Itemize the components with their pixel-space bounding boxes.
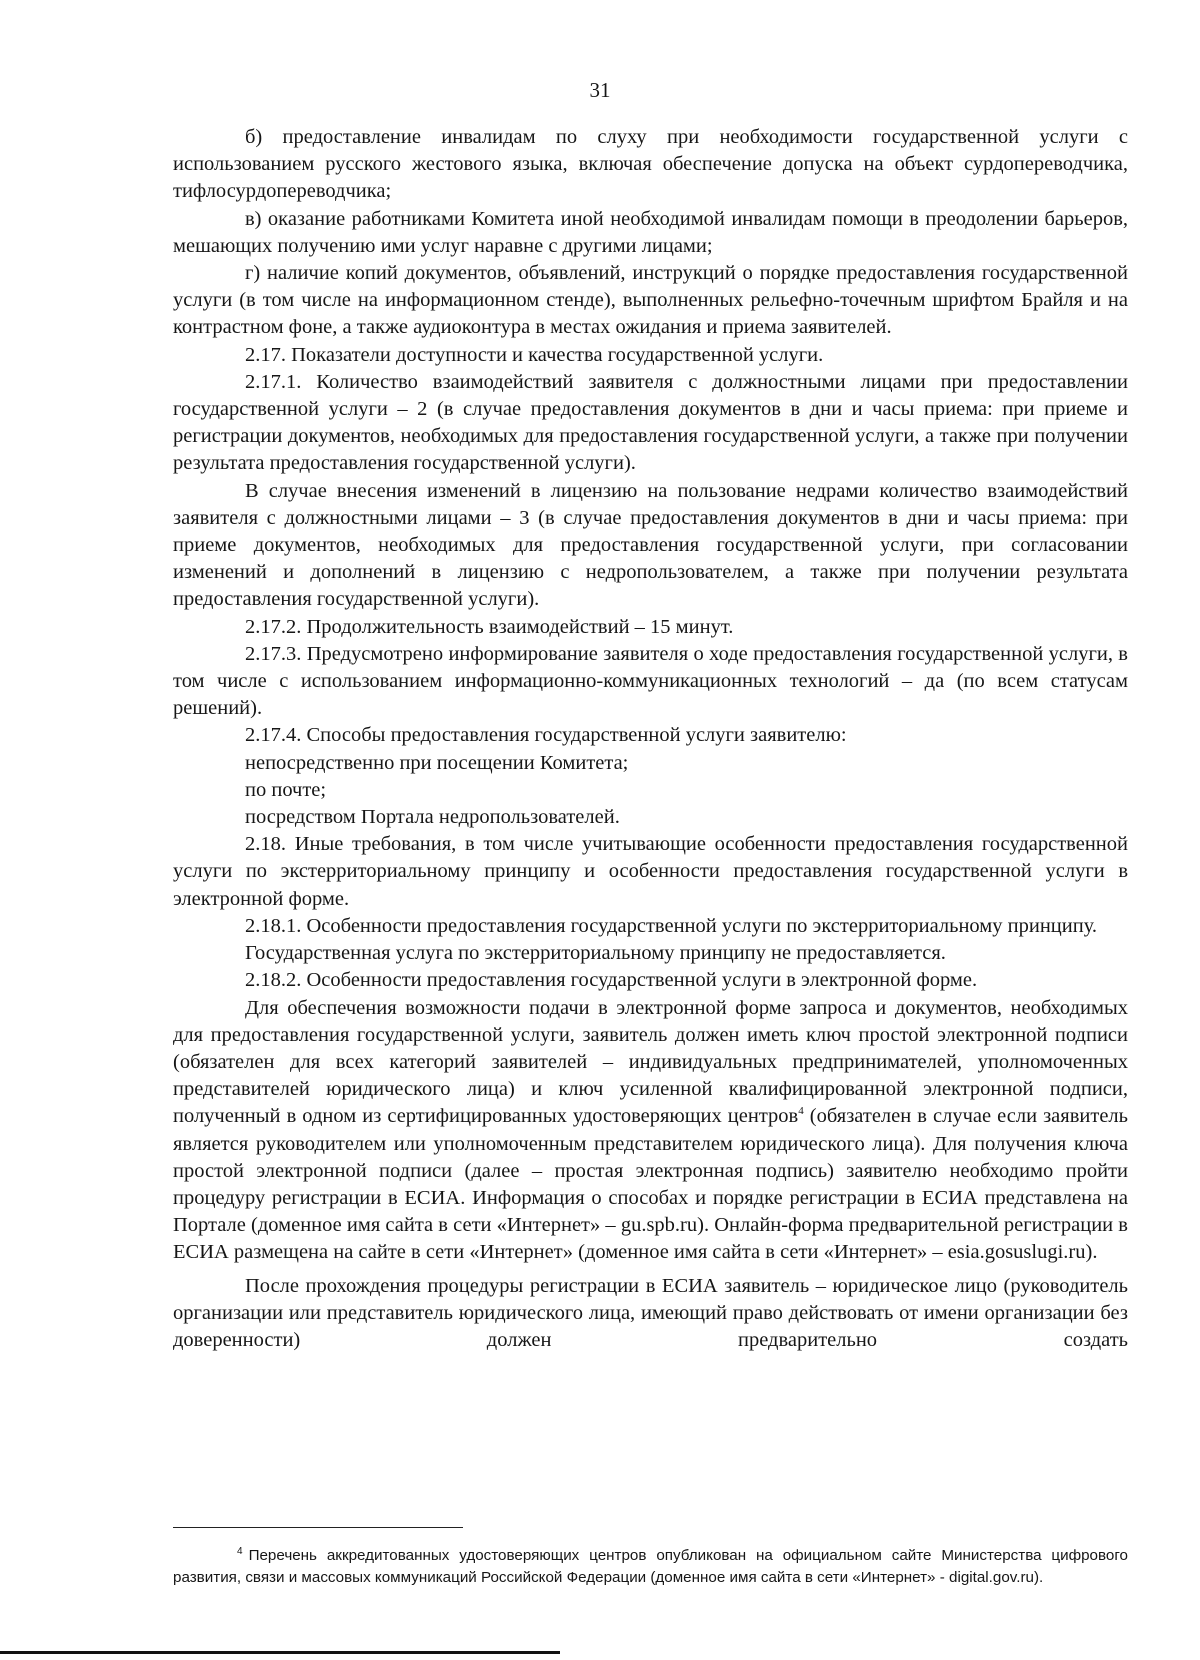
paragraph-2-17-3: 2.17.3. Предусмотрено информирование заявителя о ходе предоставления государственной услуги, в том числе с использованием информационно-коммуникационных технологий – да (по всем статусам решений).	[173, 642, 1128, 720]
paragraph-braille-documents: г) наличие копий документов, объявлений, инструкций о порядке предоставления государственной услуги (в том числе на информационном стенде), выполненных рельефно-точечным шрифтом Брайля и на контрастном фоне, а также аудиоконтура в местах ожидания и приема заявителей.	[173, 262, 1128, 339]
paragraph-license-changes: В случае внесения изменений в лицензию на пользование недрами количество взаимодействий заявителя с должностными лицами – 3 (в случае предоставления документов в дни и часы приема: при приеме документов, необходимых для предоставления государственной услуги, при согласовании изменений и дополнений в лицензию с недропользователем, а также при получении результата предоставления государственной услуги).	[173, 479, 1128, 611]
footnote-text: Перечень аккредитованных удостоверяющих центров опубликован на официальном сайте Министерства цифрового развития, связи и массовых коммуникаций Российской Федерации (доменное имя сайта в сети «Интернет» - digital.gov.ru).	[173, 1547, 1128, 1586]
paragraph-2-18-2: 2.18.2. Особенности предоставления государственной услуги в электронной форме.	[245, 969, 978, 992]
footnote-divider	[173, 1527, 463, 1528]
list-item-by-mail: по почте;	[245, 778, 327, 801]
paragraph-esia-part-1: Для обеспечения возможности подачи в электронной форме запроса и документов, необходимых для предоставления государственной услуги, заявитель должен иметь ключ простой электронной подписи (обязателен для всех категорий заявителей – индивидуальных предпринимателей, уполномоченных представителей юридического лица) и ключ усиленной квалифицированной электронной подписи, полученный в одном из сертифицированных удостоверяющих центров	[173, 996, 1128, 1128]
scan-bottom-edge	[0, 1651, 560, 1654]
paragraph-2-17-heading: 2.17. Показатели доступности и качества государственной услуги.	[245, 343, 824, 366]
paragraph-2-18: 2.18. Иные требования, в том числе учитывающие особенности предоставления государственной услуги по экстерриториальному принципу и особенности предоставления государственной услуги в электронной форме.	[173, 833, 1128, 910]
footnote-number: 4	[237, 1545, 243, 1557]
footnote	[173, 1545, 1128, 1588]
paragraph-2-17-1: 2.17.1. Количество взаимодействий заявителя с должностными лицами при предоставлении государственной услуги – 2 (в случае предоставления документов в дни и часы приема: при приеме и регистрации документов, необходимых для предоставления государственной услуги, а также при получении результата предоставления государственной услуги).	[173, 370, 1128, 475]
page-number: 31	[589, 78, 611, 102]
list-item-in-person: непосредственно при посещении Комитета;	[245, 751, 629, 774]
paragraph-not-provided: Государственная услуга по экстерриториальному принципу не предоставляется.	[245, 942, 946, 965]
paragraph-hearing-impaired: б) предоставление инвалидам по слуху при необходимости государственной услуги с использованием русского жестового языка, включая обеспечение допуска на объект сурдопереводчика, тифлосурдопереводчика;	[173, 126, 1128, 203]
paragraph-2-17-2: 2.17.2. Продолжительность взаимодействий – 15 минут.	[245, 615, 734, 638]
paragraph-legal-entity: После прохождения процедуры регистрации в ЕСИА заявитель – юридическое лицо (руководитель организации или представитель юридического лица, имеющий право действовать от имени организации без доверенности) должен предварительно создать	[173, 1274, 1128, 1351]
paragraph-2-17-4: 2.17.4. Способы предоставления государственной услуги заявителю:	[245, 724, 847, 747]
document-body	[173, 124, 1128, 1354]
list-item-portal: посредством Портала недропользователей.	[245, 806, 620, 829]
paragraph-2-18-1: 2.18.1. Особенности предоставления государственной услуги по экстерриториальному принципу.	[245, 914, 1098, 937]
paragraph-staff-assistance: в) оказание работниками Комитета иной необходимой инвалидам помощи в преодолении барьеров, мешающих получению ими услуг наравне с другими лицами;	[173, 207, 1128, 257]
paragraph-esia-part-2: (обязателен в случае если заявитель является руководителем или уполномоченным представителем юридического лица). Для получения ключа простой электронной подписи (далее – простая электронная подпись) заявителю необходимо пройти процедуру регистрации в ЕСИА. Информация о способах и порядке регистрации в ЕСИА представлена на Портале (доменное имя сайта в сети «Интернет» – gu.spb.ru). Онлайн-форма предварительной регистрации в ЕСИА размещена на сайте в сети «Интернет» (доменное имя сайта в сети «Интернет» – esia.gosuslugi.ru).	[173, 1105, 1128, 1264]
footnote-reference[interactable]: 4	[798, 1105, 804, 1118]
paragraph-electronic-signature	[173, 995, 1128, 1267]
